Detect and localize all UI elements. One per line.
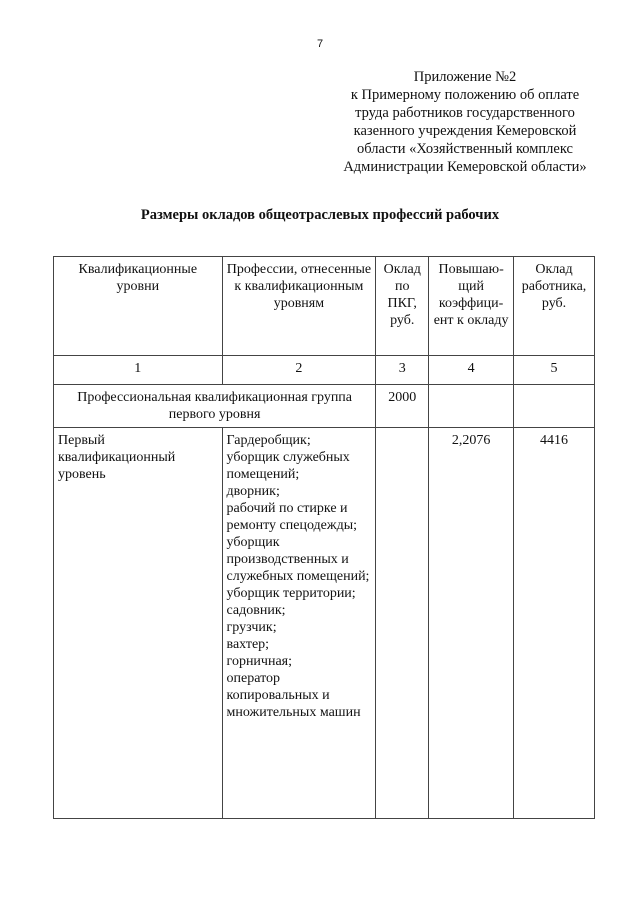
table-header-row — [54, 257, 595, 356]
professions-list — [222, 428, 376, 819]
level-row — [54, 428, 595, 819]
profession-item: оператор копировальных и множительных машин — [226, 671, 361, 720]
profession-item: садовник; — [226, 603, 286, 618]
profession-item: уборщик производственных и служебных помещений; — [226, 535, 370, 584]
profession-item: рабочий по стирке и ремонту спецодежды; — [226, 501, 357, 533]
column-number: 2 — [222, 356, 376, 385]
profession-item: уборщик служебных помещений; — [226, 450, 350, 482]
profession-item: дворник; — [226, 484, 280, 499]
profession-item: грузчик; — [226, 620, 277, 635]
header-cell: Оклад работника, руб. — [514, 257, 595, 356]
column-number: 3 — [376, 356, 429, 385]
column-number: 5 — [514, 356, 595, 385]
group-row — [54, 385, 595, 428]
column-number-row — [54, 356, 595, 385]
empty-cell — [376, 428, 429, 819]
appendix-line: казенного учреждения Кемеровской — [353, 123, 577, 139]
profession-item: вахтер; — [226, 637, 270, 652]
appendix-line: к Примерному положению об оплате — [350, 87, 580, 103]
appendix-line: труда работников государственного — [355, 105, 575, 121]
header-cell: Профессии, отнесенные к квалификационным уровням — [222, 257, 376, 356]
group-name: Профессиональная квалификационная группа первого уровня — [54, 385, 376, 428]
group-salary: 2000 — [376, 385, 429, 428]
level-coefficient: 2,2076 — [429, 428, 514, 819]
profession-item: горничная; — [226, 654, 293, 669]
appendix-line: Администрации Кемеровской области» — [343, 159, 587, 175]
salary-table — [53, 256, 595, 819]
header-cell: Квалификационные уровни — [54, 257, 223, 356]
header-cell: Оклад по ПКГ, руб. — [376, 257, 429, 356]
appendix-line: области «Хозяйственный комплекс — [357, 141, 573, 157]
profession-item: Гардеробщик; — [226, 433, 311, 448]
appendix-line: Приложение №2 — [413, 69, 517, 85]
document-title: Размеры окладов общеотраслевых профессий рабочих — [140, 207, 500, 223]
appendix-block — [300, 68, 630, 176]
level-employee-salary: 4416 — [514, 428, 595, 819]
column-number: 4 — [429, 356, 514, 385]
empty-cell — [429, 385, 514, 428]
page-number: 7 — [316, 38, 324, 50]
empty-cell — [514, 385, 595, 428]
profession-item: уборщик территории; — [226, 586, 356, 601]
level-name: Первый квалификационный уровень — [54, 428, 223, 819]
column-number: 1 — [54, 356, 223, 385]
header-cell: Повышаю-щий коэффици-ент к окладу — [429, 257, 514, 356]
